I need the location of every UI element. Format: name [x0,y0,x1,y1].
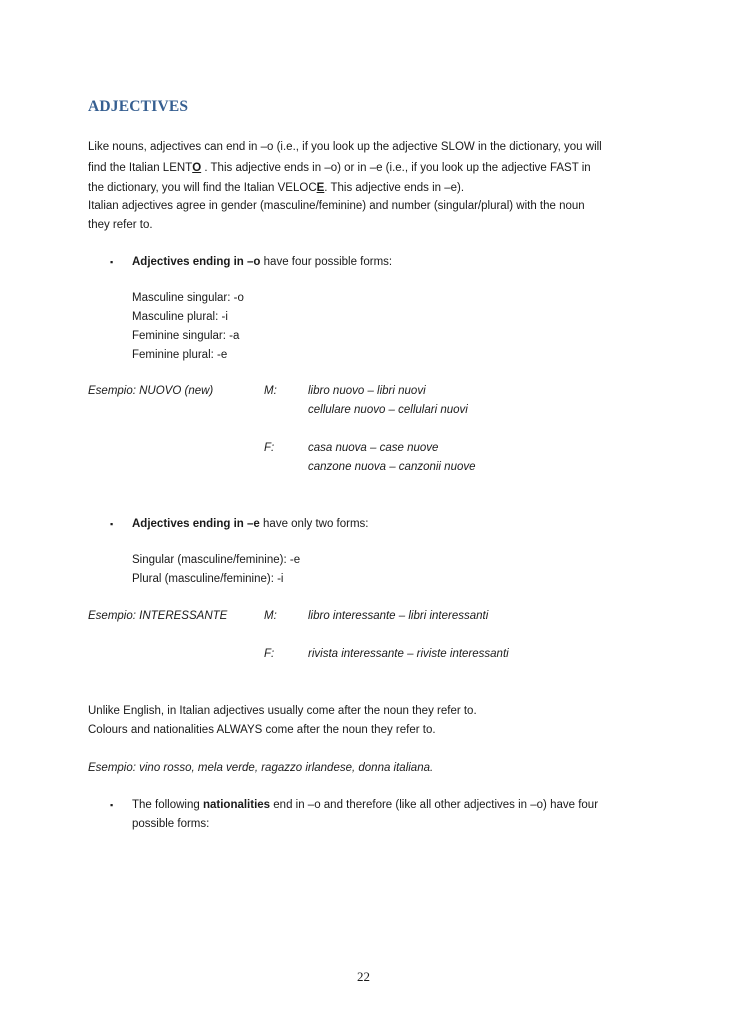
form-line: Feminine singular: -a [132,330,240,342]
masculine-label: M: [264,610,277,622]
section-heading: ADJECTIVES [88,98,189,115]
intro-text: . This adjective ends in –e). [324,182,465,194]
example-line: cellulare nuovo – cellulari nuovi [308,404,468,416]
bullet-text [132,253,392,271]
body-line: Colours and nationalities ALWAYS come after the noun they refer to. [88,724,436,736]
intro-line [88,179,464,197]
intro-text: the dictionary, you will find the Italian VELOC [88,182,317,194]
example-label: Esempio: NUOVO (new) [88,385,214,397]
intro-line: Like nouns, adjectives can end in –o (i.e., if you look up the adjective SLOW in the dictionary, you will [88,141,602,153]
form-line: Masculine singular: -o [132,292,244,304]
masculine-label: M: [264,385,277,397]
lento-ending: O [192,162,202,174]
bullet-text [132,796,598,814]
bullet-icon: ▪ [110,257,114,267]
bullet-text [132,515,368,533]
bullet-rest: have four possible forms: [260,256,393,268]
bullet-text: possible forms: [132,818,210,830]
intro-text: find the Italian LENT [88,162,193,174]
feminine-label: F: [264,648,275,660]
example-line: Esempio: vino rosso, mela verde, ragazzo irlandese, donna italiana. [88,762,434,774]
example-line: casa nuova – case nuove [308,442,439,454]
intro-text: . This adjective ends in –o) or in –e (i.e., if you look up the adjective FAST in [201,162,591,174]
form-line: Masculine plural: -i [132,311,228,323]
intro-line: Italian adjectives agree in gender (masculine/feminine) and number (singular/plural) with the noun [88,200,585,212]
form-line: Singular (masculine/feminine): -e [132,554,301,566]
bullet-icon: ▪ [110,519,114,529]
bullet-icon: ▪ [110,800,114,810]
intro-line: they refer to. [88,219,153,231]
page-number: 22 [357,969,370,984]
bullet-bold: nationalities [202,799,271,811]
example-line: libro interessante – libri interessanti [308,610,489,622]
intro-line [88,159,591,177]
veloce-ending: E [316,182,325,194]
feminine-label: F: [264,442,275,454]
body-line: Unlike English, in Italian adjectives usually come after the noun they refer to. [88,705,477,717]
example-line: canzone nuova – canzonii nuove [308,461,476,473]
form-line: Feminine plural: -e [132,349,228,361]
example-label: Esempio: INTERESSANTE [88,610,228,622]
bullet-bold: Adjectives ending in –o [132,256,261,268]
example-line: libro nuovo – libri nuovi [308,385,426,397]
bullet-rest: have only two forms: [259,518,369,530]
bullet-text-part: The following [132,799,203,811]
form-line: Plural (masculine/feminine): -i [132,573,284,585]
bullet-text-part: end in –o and therefore (like all other adjectives in –o) have four [270,799,599,811]
bullet-bold: Adjectives ending in –e [132,518,260,530]
example-line: rivista interessante – riviste interessanti [308,648,509,660]
